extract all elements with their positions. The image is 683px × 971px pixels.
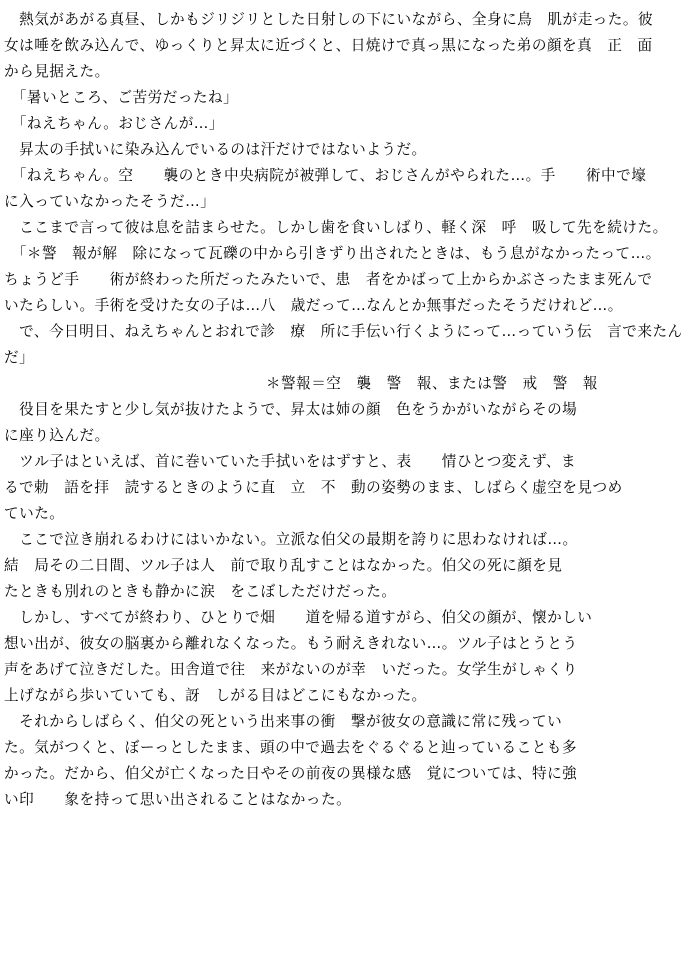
text-line: たときも別れのときも静かに涙 をこぼしただけだった。 (4, 583, 397, 600)
text-line: い印 象を持って思い出されることはなかった。 (4, 791, 352, 808)
text-line: に座り込んだ。 (4, 427, 110, 444)
text-line: 想い出が、彼女の脳裏から離れなくなった。もう耐えきれない…。ツル子はとうとう (4, 635, 578, 652)
text-line: 「ねえちゃん。おじさんが…」 (4, 115, 224, 132)
text-line: いたらしい。手術を受けた女の子は…八 歳だって…なんとか無事だったそうだけれど…。 (4, 297, 623, 314)
text-line: 「ねえちゃん。空 襲のとき中央病院が被弾して、おじさんがやられた…。手 術中で壕 (4, 167, 647, 184)
text-line: 「＊警 報が解 除になって瓦礫の中から引きずり出されたときは、もう息がなかったって…。 (4, 245, 661, 262)
text-line: かった。だから、伯父が亡くなった日やその前夜の異様な感 覚については、特に強 (4, 765, 578, 782)
text-line: 上げながら歩いていても、訝 しがる目はどこにもなかった。 (4, 687, 427, 704)
text-line: ちょうど手 術が終わった所だったみたいで、患 者をかばって上からかぶさったまま死んで (4, 271, 653, 288)
text-line: ここで泣き崩れるわけにはいかない。立派な伯父の最期を誇りに思わなければ…。 (4, 531, 578, 548)
text-line: ここまで言って彼は息を詰まらせた。しかし歯を食いしばり、軽く深 呼 吸して先を続けた。 (4, 219, 668, 236)
text-line: た。気がつくと、ぼーっとしたまま、頭の中で過去をぐるぐると辿っていることも多 (4, 739, 577, 756)
text-line: で、今日明日、ねえちゃんとおれで診 療 所に手伝い行くようにって…っていう伝 言で来たん (4, 323, 683, 340)
text-line: 声をあげて泣きだした。田舎道で往 来がないのが幸 いだった。女学生がしゃくり (4, 661, 578, 678)
text-line: 昇太の手拭いに染み込んでいるのは汗だけではないようだ。 (4, 141, 427, 158)
text-line: 役目を果たすと少し気が抜けたようで、昇太は姉の顔 色をうかがいながらその場 (4, 401, 578, 418)
text-line: 「暑いところ、ご苦労だったね」 (4, 89, 239, 106)
text-line: に入っていなかったそうだ…」 (4, 193, 216, 210)
text-line: 結 局その二日間、ツル子は人 前で取り乱すことはなかった。伯父の死に顔を見 (4, 557, 563, 574)
text-line: 熱気があがる真昼、しかもジリジリとした日射しの下にいながら、全身に鳥 肌が走った。彼 (4, 11, 654, 28)
text-line: しかし、すべてが終わり、ひとりで畑 道を帰る道すがら、伯父の顔が、懐かしい (4, 609, 593, 626)
text-line: それからしばらく、伯父の死という出来事の衝 撃が彼女の意識に常に残ってい (4, 713, 563, 730)
text-line: だ」 (4, 349, 35, 366)
text-line: から見据えた。 (4, 63, 110, 80)
text-line: ていた。 (4, 505, 65, 522)
text-line: ツル子はといえば、首に巻いていた手拭いをはずすと、表 情ひとつ変えず、ま (4, 453, 577, 470)
text-line: るで勅 語を拝 読するときのように直 立 不 動の姿勢のまま、しばらく虚空を見つめ (4, 479, 623, 496)
footnote: ＊警報＝空 襲 警 報、または警 戒 警 報 (265, 375, 598, 392)
body-text (4, 0, 683, 808)
text-line: 女は唾を飲み込んで、ゆっくりと昇太に近づくと、日焼けで真っ黒になった弟の顔を真 正 面 (4, 37, 653, 54)
